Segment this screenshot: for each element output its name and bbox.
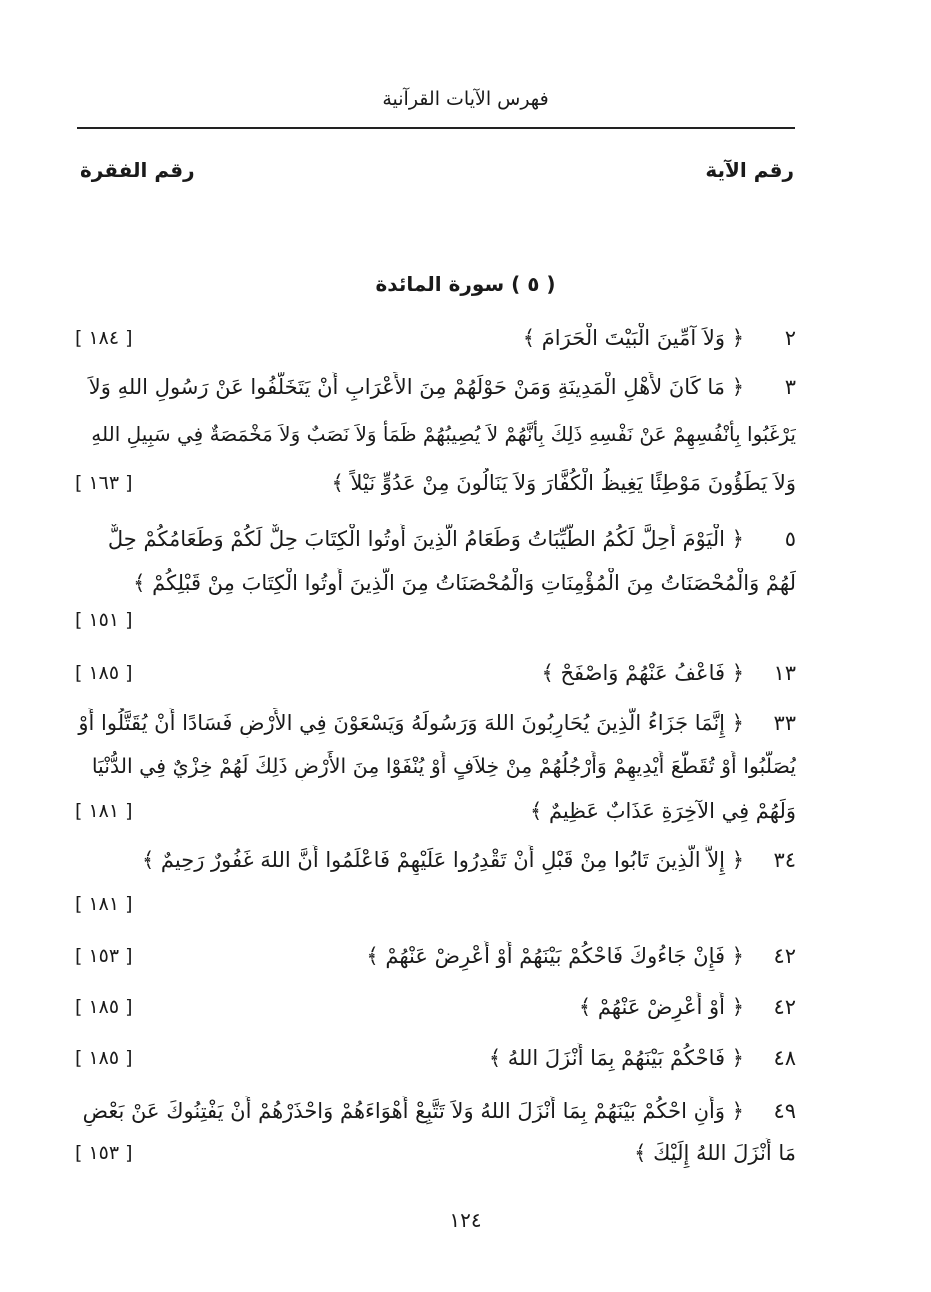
index-entry-continuation: [70, 796, 796, 826]
verse-number: ٤٢: [773, 944, 796, 968]
verse-line: وَلَهُمْ فِي الآخِرَةِ عَذَابٌ عَظِيمٌ ﴾: [529, 799, 796, 823]
verse-number: ٣٤: [773, 848, 796, 872]
verse-line: وَلاَ يَطَؤُونَ مَوْطِئًا يَغِيظُ الْكُفَّارَ وَلاَ يَنَالُونَ مِنْ عَدُوٍّ نَيْلاً ﴾: [331, 471, 796, 495]
verse-line: لَهُمْ وَالْمُحْصَنَاتُ مِنَ الْمُؤْمِنَاتِ وَالْمُحْصَنَاتُ مِنَ الَّذِينَ أُوتُوا الْكِتَابَ مِنْ قَبْلِكُمْ ﴾: [133, 571, 796, 595]
index-entry: [70, 992, 796, 1022]
verse-text: ﴿ أَوْ أَعْرِضْ عَنْهُمْ ﴾: [578, 995, 744, 1019]
index-entry-ref-line: [70, 889, 796, 919]
index-entry: [70, 524, 796, 554]
paragraph-ref: [ ١٥١ ]: [75, 609, 133, 631]
index-entry: [70, 708, 796, 738]
verse-text: ﴿ إِلاَّ الَّذِينَ تَابُوا مِنْ قَبْلِ أَنْ تَقْدِرُوا عَلَيْهِمْ فَاعْلَمُوا أَنَّ اللهَ غَفُورٌ رَحِيمٌ ﴾: [141, 848, 744, 872]
index-entry: [70, 1096, 796, 1126]
verse-number: ٥: [784, 527, 796, 551]
verse-line: [489, 1043, 796, 1073]
paragraph-ref: [ ١٥٣ ]: [75, 1142, 133, 1164]
index-entry: [70, 372, 796, 402]
page-number: ١٢٤: [449, 1208, 482, 1232]
running-title: فهرس الآيات القرآنية: [382, 88, 549, 110]
paragraph-ref: [ ١٨٥ ]: [75, 996, 133, 1018]
verse-text: ﴿ فَاحْكُمْ بَيْنَهُمْ بِمَا أَنْزَلَ اللهُ ﴾: [488, 1046, 744, 1070]
index-entry: [70, 1043, 796, 1073]
verse-line: [78, 708, 796, 738]
index-entry-continuation: [70, 568, 796, 598]
verse-line: [523, 323, 796, 353]
paragraph-ref: [ ١٥٣ ]: [75, 945, 133, 967]
verse-line: يُصَلَّبُوا أَوْ تُقَطَّعَ أَيْدِيهِمْ وَأَرْجُلُهُمْ مِنْ خِلاَفٍ أَوْ يُنْفَوْا مِنَ الأَرْضِ ذَلِكَ لَهُمْ خِزْيٌ فِي الدُّنْيَا: [91, 754, 796, 778]
verse-line: [83, 1096, 796, 1126]
verse-number: ٤٨: [773, 1046, 796, 1070]
verse-line: [89, 372, 796, 402]
header-rule: [77, 127, 795, 129]
verse-line: [366, 941, 796, 971]
index-entry-continuation: [70, 419, 796, 449]
verse-text: ﴿ فَاعْفُ عَنْهُمْ وَاصْفَحْ ﴾: [541, 661, 744, 685]
index-entry: [70, 941, 796, 971]
paragraph-ref: [ ١٨١ ]: [75, 800, 133, 822]
index-entry-ref-line: [70, 605, 796, 635]
index-entry-continuation: [70, 1138, 796, 1168]
surah-title: ( ٥ ) سورة المائدة: [375, 272, 556, 296]
index-entry-continuation: [70, 751, 796, 781]
verse-line: مَا أَنْزَلَ اللهُ إِلَيْكَ ﴾: [634, 1141, 796, 1165]
index-entry: [70, 323, 796, 353]
verse-number: ٣: [784, 375, 796, 399]
verse-line: [579, 992, 796, 1022]
paragraph-ref: [ ١٨١ ]: [75, 893, 133, 915]
verse-number: ٤٢: [773, 995, 796, 1019]
verse-number: ٤٩: [773, 1099, 796, 1123]
verse-number: ٢: [784, 326, 796, 350]
verse-text: ﴿ وَأَنِ احْكُمْ بَيْنَهُمْ بِمَا أَنْزَلَ اللهُ وَلاَ تَتَّبِعْ أَهْوَاءَهُمْ وَاحْذَرْهُمْ أَنْ يَفْتِنُوكَ عَنْ بَعْضِ: [82, 1099, 744, 1123]
verse-line: [541, 658, 796, 688]
paragraph-ref: [ ١٨٥ ]: [75, 1047, 133, 1069]
verse-number: ٣٣: [773, 711, 796, 735]
verse-text: ﴿ إِنَّمَا جَزَاءُ الَّذِينَ يُحَارِبُونَ اللهَ وَرَسُولَهُ وَيَسْعَوْنَ فِي الأَرْضِ فَسَادًا أَنْ يُقَتَّلُوا أَوْ: [78, 711, 744, 735]
paragraph-ref: [ ١٨٥ ]: [75, 662, 133, 684]
verse-text: ﴿ مَا كَانَ لأَهْلِ الْمَدِينَةِ وَمَنْ حَوْلَهُمْ مِنَ الأَعْرَابِ أَنْ يَتَخَلَّفُوا عَنْ رَسُولِ اللهِ وَلاَ: [88, 375, 744, 399]
paragraph-ref: [ ١٦٣ ]: [75, 472, 133, 494]
column-heading-verse: رقم الآية: [705, 158, 794, 182]
verse-line: [108, 524, 796, 554]
column-heading-paragraph: رقم الفقرة: [80, 158, 195, 182]
verse-text: ﴿ فَإِنْ جَاءُوكَ فَاحْكُمْ بَيْنَهُمْ أَوْ أَعْرِضْ عَنْهُمْ ﴾: [366, 944, 744, 968]
verse-line: [142, 845, 796, 875]
index-entry: [70, 658, 796, 688]
paragraph-ref: [ ١٨٤ ]: [75, 327, 133, 349]
verse-line: يَرْغَبُوا بِأَنْفُسِهِمْ عَنْ نَفْسِهِ ذَلِكَ بِأَنَّهُمْ لاَ يُصِيبُهُمْ ظَمَأٌ وَلاَ نَصَبٌ وَلاَ مَخْمَصَةٌ فِي سَبِيلِ اللهِ: [91, 422, 796, 446]
verse-text: ﴿ الْيَوْمَ أُحِلَّ لَكُمُ الطَّيِّبَاتُ وَطَعَامُ الَّذِينَ أُوتُوا الْكِتَابَ حِلٌّ لَكُمْ وَطَعَامُكُمْ حِلٌّ: [107, 527, 744, 551]
verse-text: ﴿ وَلاَ آمِّينَ الْبَيْتَ الْحَرَامَ ﴾: [522, 326, 744, 350]
index-entry-continuation: [70, 468, 796, 498]
verse-number: ١٣: [773, 661, 796, 685]
index-entry: [70, 845, 796, 875]
